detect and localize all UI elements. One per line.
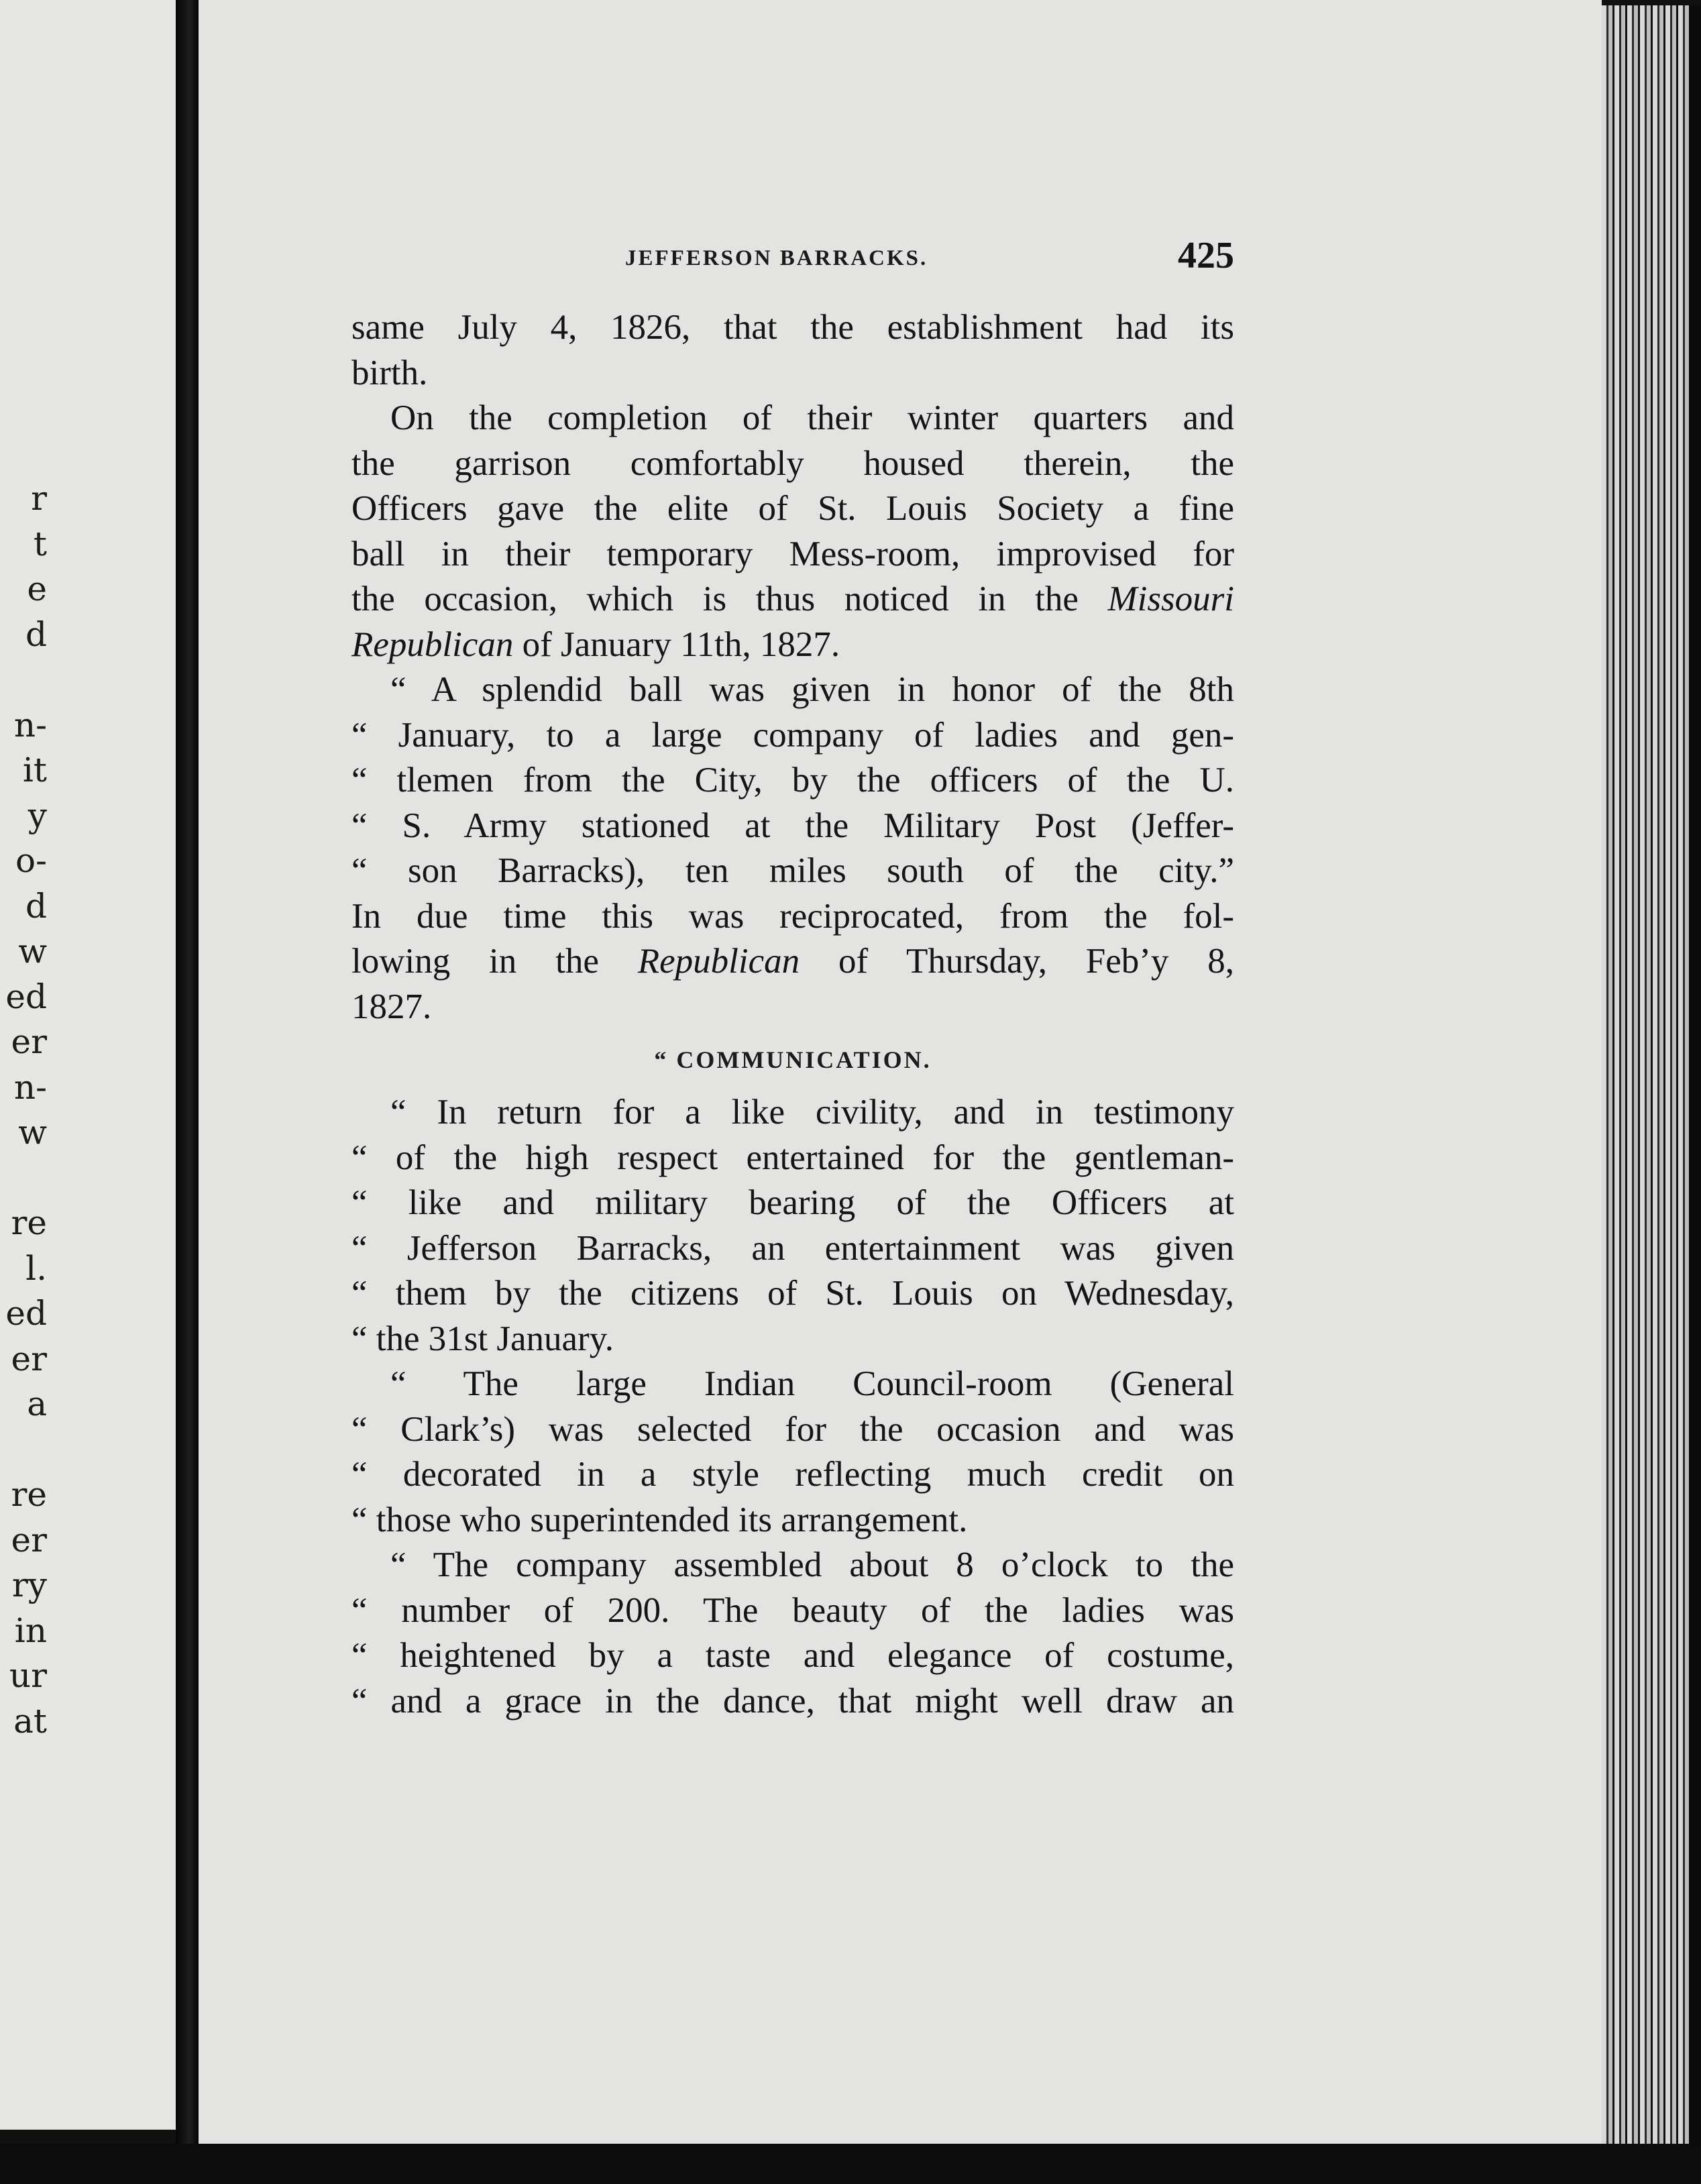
- left-page-fragment: [0, 1427, 47, 1473]
- text-run: lowing in the: [351, 942, 599, 981]
- text-line: “ and a grace in the dance, that might well draw an: [351, 1681, 1234, 1721]
- left-page-fragment: at: [13, 1701, 47, 1741]
- left-page-fragment: ed: [5, 977, 47, 1016]
- left-page-fragment: [0, 1156, 47, 1201]
- text-line: “ those who superintended its arrangement.: [351, 1500, 968, 1539]
- facing-left-page: [0, 0, 176, 2130]
- text-line: On the completion of their winter quarters and: [390, 398, 1234, 437]
- text-line: same July 4, 1826, that the establishment had its: [351, 308, 1234, 347]
- left-page-fragment: r: [31, 479, 47, 518]
- italic-title: Republican: [351, 624, 514, 664]
- left-page-fragment: er: [11, 1022, 47, 1061]
- left-page-fragment: n-: [13, 705, 47, 745]
- left-page-fragment: l.: [25, 1248, 47, 1288]
- text-line: Officers gave the elite of St. Louis Society a fine: [351, 489, 1234, 528]
- text-run: the occasion, which is thus noticed in the: [351, 580, 1079, 618]
- left-page-fragment: er: [11, 1520, 47, 1560]
- italic-title: Republican: [637, 942, 800, 981]
- text-line: “ A splendid ball was given in honor of the 8th: [390, 670, 1234, 709]
- running-head: JEFFERSON BARRACKS.: [625, 246, 928, 270]
- text-line: “ the 31st January.: [351, 1319, 614, 1358]
- text-line: “ The company assembled about 8 o’clock to the: [390, 1545, 1234, 1584]
- text-line: “ them by the citizens of St. Louis on Wednesday,: [351, 1274, 1234, 1313]
- text-line: the garrison comfortably housed therein, the: [351, 443, 1234, 483]
- left-page-fragment: e: [27, 569, 47, 608]
- left-page-fragment: re: [11, 1203, 47, 1242]
- left-page-fragment: w: [18, 1113, 47, 1152]
- text-line: “ of the high respect entertained for the gentleman-: [351, 1138, 1234, 1177]
- text-line: “ In return for a like civility, and in testimony: [390, 1093, 1234, 1132]
- italic-title: Missouri: [1107, 580, 1235, 618]
- left-page-fragment: w: [18, 932, 47, 971]
- left-page-fragment: o-: [15, 841, 47, 880]
- text-run: of January 11th, 1827.: [522, 624, 840, 664]
- text-line: “ number of 200. The beauty of the ladies was: [351, 1590, 1234, 1630]
- page-number: 425: [1178, 235, 1234, 276]
- text-line: In due time this was reciprocated, from the fol-: [351, 896, 1234, 936]
- text-line: “ S. Army stationed at the Military Post (Jeffer-: [351, 806, 1234, 845]
- left-page-fragment: y: [28, 796, 47, 835]
- scan-bottom-border: [0, 2144, 1701, 2184]
- left-page-fragment: in: [14, 1610, 47, 1650]
- text-line: “ son Barracks), ten miles south of the city.”: [351, 851, 1234, 890]
- left-page-fragment: d: [25, 614, 47, 654]
- text-line: “ January, to a large company of ladies and gen-: [351, 715, 1234, 755]
- left-page-fragment: t: [33, 524, 47, 563]
- page-body: [351, 305, 1234, 1724]
- text-line: “ tlemen from the City, by the officers of the U.: [351, 761, 1234, 800]
- left-page-fragment: ur: [9, 1656, 47, 1695]
- left-page-fragment: ed: [5, 1294, 47, 1333]
- book-cover-edge: [1689, 5, 1701, 2155]
- left-page-fragment: a: [27, 1384, 47, 1423]
- text-line: [351, 622, 1234, 668]
- left-page-fragment: re: [11, 1475, 47, 1514]
- text-line: “ decorated in a style reflecting much credit on: [351, 1455, 1234, 1494]
- left-page-fragment: n-: [13, 1067, 47, 1107]
- left-page-fragment: ry: [11, 1566, 47, 1604]
- text-line: [351, 939, 1234, 985]
- left-page-fragment: d: [25, 886, 47, 926]
- text-line: birth.: [351, 353, 428, 392]
- text-line: [351, 577, 1234, 622]
- text-run: of Thursday, Feb’y 8,: [838, 942, 1235, 981]
- left-page-fragment: [0, 657, 47, 703]
- left-page-fragment: er: [11, 1339, 47, 1378]
- page-edges: [1602, 5, 1689, 2155]
- left-page-fragment: it: [22, 751, 47, 789]
- text-line: 1827.: [351, 987, 432, 1026]
- page-header: [351, 234, 1234, 281]
- text-line: “ like and military bearing of the Officers at: [351, 1183, 1234, 1222]
- text-line: “ Jefferson Barracks, an entertainment was given: [351, 1228, 1234, 1268]
- section-heading: “ COMMUNICATION.: [654, 1046, 932, 1073]
- text-line: “ Clark’s) was selected for the occasion and was: [351, 1409, 1234, 1449]
- left-page-text-fragments: [0, 476, 47, 1744]
- text-line: “ The large Indian Council-room (General: [390, 1364, 1234, 1403]
- text-line: ball in their temporary Mess-room, improvised for: [351, 534, 1234, 574]
- text-line: “ heightened by a taste and elegance of costume,: [351, 1636, 1234, 1675]
- book-gutter: [176, 0, 199, 2160]
